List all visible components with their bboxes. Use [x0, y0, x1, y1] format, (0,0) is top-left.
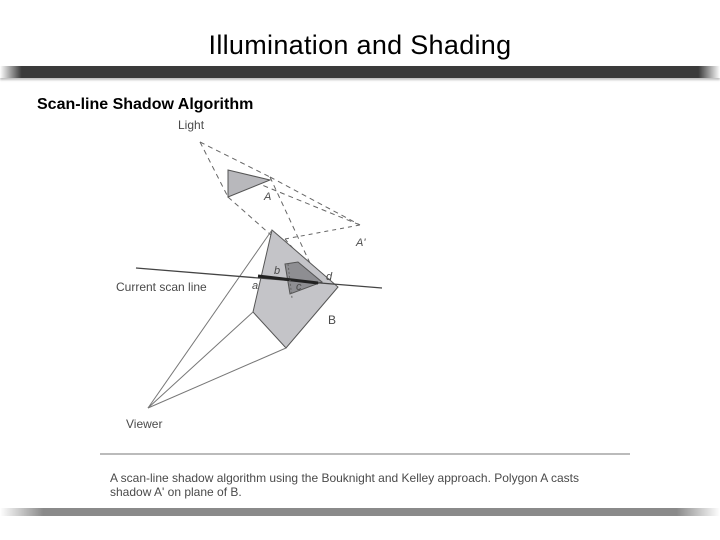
slide-title: Illumination and Shading [208, 30, 512, 60]
shadow-edge-1 [285, 225, 360, 239]
title-divider-bar [0, 66, 720, 78]
polygon-b-label: B [328, 313, 337, 327]
shadow-diagram [100, 112, 640, 512]
viewer-ray-1 [148, 312, 253, 408]
bottom-divider-bar [0, 508, 720, 516]
point-a-label: a [252, 280, 259, 292]
light-label: Light [178, 118, 205, 132]
polygon-a-label: A [264, 191, 272, 203]
light-ray-2 [200, 142, 228, 197]
viewer-label: Viewer [126, 417, 163, 431]
shadow-a-label: A' [356, 237, 366, 249]
caption-line-2: shadow A' on plane of B. [110, 485, 242, 499]
point-b-label: b [274, 265, 281, 277]
point-c-label: c [296, 281, 302, 293]
caption-line-1: A scan-line shadow algorithm using the Bouknight and Kelley approach. Polygon A casts [110, 471, 579, 485]
current-scan-line-label: Current scan line [116, 280, 207, 294]
point-d-label: d [326, 271, 333, 283]
scan-line-shadow-figure [100, 112, 640, 512]
light-ray-3 [270, 177, 360, 225]
slide-subtitle: Scan-line Shadow Algorithm [37, 96, 254, 113]
